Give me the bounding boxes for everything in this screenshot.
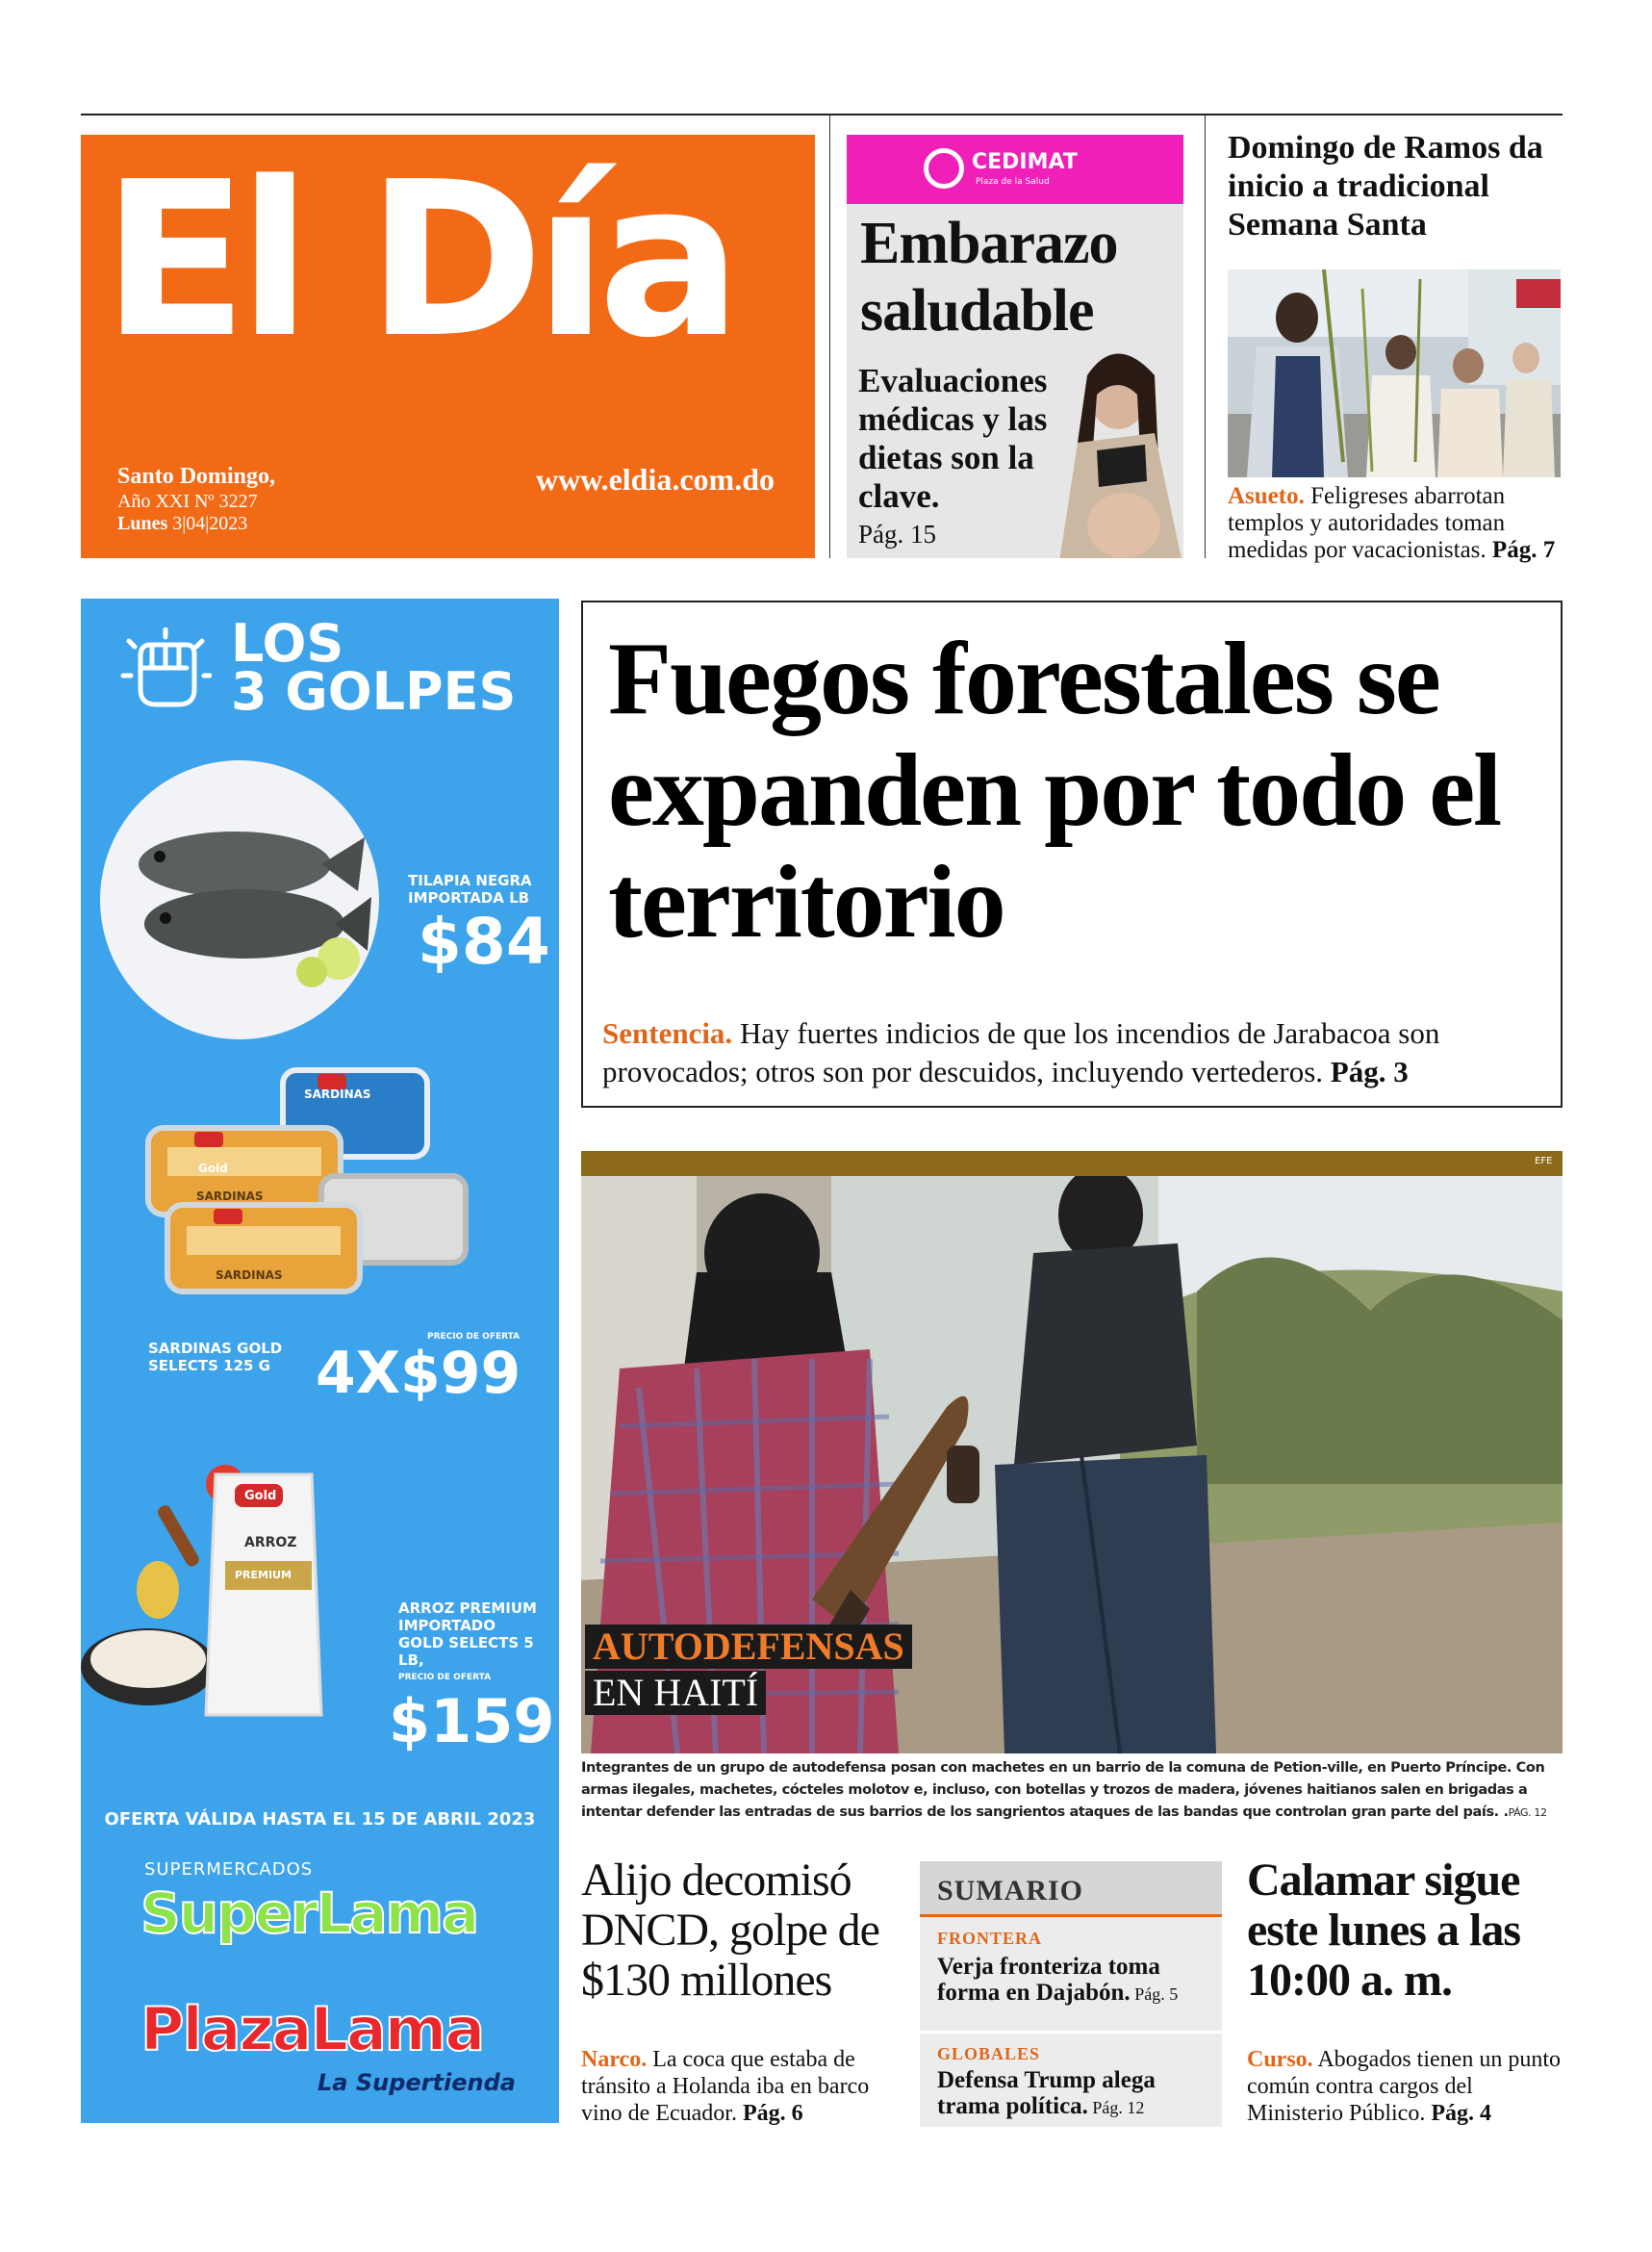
sumario-item[interactable] [937,1954,1216,2008]
ramos-caption [1228,483,1564,564]
alijo-page[interactable]: Pág. 6 [742,2101,803,2126]
alijo-summary [581,2046,908,2127]
ramos-page[interactable]: Pág. 7 [1491,537,1556,563]
photo-caption-page[interactable]: PÁG. 12 [1508,1806,1547,1819]
ad-rice-label: ARROZ [244,1535,297,1550]
newspaper-logo[interactable]: El Día [102,137,733,385]
photo-caption [581,1757,1563,1824]
rice-bag [81,1446,369,1734]
ad-offer-label: PRECIO DE OFERTA [427,1332,521,1342]
palm-sunday-photo [1228,269,1561,477]
ad-can-label: SARDINAS [196,1190,264,1203]
lead-page[interactable]: Pág. 3 [1330,1055,1409,1088]
photo-header-bar [581,1151,1563,1176]
ad-offer-label: PRECIO DE OFERTA [398,1673,492,1682]
fish-plate [100,760,379,1039]
sumario-item-text: Defensa Trump alega trama política. [937,2067,1156,2119]
ad-item-price: $84 [418,905,550,979]
lead-summary [602,1014,1545,1091]
masthead-date [117,513,247,535]
alijo-kicker: Narco. [581,2047,648,2072]
lead-text: Hay fuertes indicios de que los incendios de Jarabacoa son provocados; otros son por descuidos, incluyendo vertederos. [602,1016,1440,1088]
calamar-page[interactable]: Pág. 4 [1431,2101,1492,2126]
promo-box[interactable] [847,135,1183,558]
ad-item-price: $159 [389,1686,555,1756]
promo-title[interactable]: Embarazo saludable [860,211,1118,344]
ad-item-label: SARDINAS GOLD SELECTS 125 G [148,1340,283,1374]
plazalama-tagline: La Supertienda [318,2069,516,2096]
sumario-item-page: Pág. 12 [1087,2098,1145,2117]
ramos-kicker: Asueto. [1228,483,1305,509]
superlama-logo[interactable]: SuperLama [140,1881,478,1946]
ad-can-brand: Gold [198,1162,228,1175]
ad-item-price: 4X$99 [316,1340,521,1407]
sumario-divider [920,2031,1222,2034]
lead-headline[interactable]: Fuegos forestales se expanden por todo el territorio [608,622,1501,960]
alijo-text: La coca que estaba de tránsito a Holanda iba en barco vino de Ecuador. [581,2047,870,2126]
column-divider [829,114,830,558]
ad-title-line: 3 GOLPES [231,661,517,722]
lead-kicker: Sentencia. [602,1016,733,1050]
top-rule [81,114,1563,115]
sumario-kicker: GLOBALES [937,2044,1041,2063]
sumario-heading: SUMARIO [937,1875,1084,1907]
ad-validity: OFERTA VÁLIDA HASTA EL 15 DE ABRIL 2023 [104,1809,536,1830]
ad-can-label: SARDINAS [304,1088,371,1101]
promo-text: Evaluaciones médicas y las dietas son la clave. [858,362,1048,515]
photo-tag: AUTODEFENSAS [585,1625,912,1669]
masthead-url[interactable]: www.eldia.com.do [536,462,775,497]
ad-store-label: SUPERMERCADOS [144,1859,314,1880]
sumario-item-page: Pág. 5 [1130,1984,1179,2004]
sardine-cans [110,1061,475,1311]
cedimat-logo-icon [924,148,964,189]
pregnant-woman-photo [1049,337,1183,558]
photo-caption-text: Integrantes de un grupo de autodefensa posan con machetes en un barrio de la comuna de Petion-ville, en Puerto Príncipe. Con armas ilegales, machetes, cócteles molotov e, incluso, con botellas y trozos de madera, jóvenes haitianos salen en brigadas a intentar defender las entradas de sus barrios de los sangrientos ataques de las bandas que controlan gran parte del país. . [581,1760,1545,1820]
sumario-kicker: FRONTERA [937,1929,1043,1948]
plazalama-logo[interactable]: PlazaLama [140,1994,484,2064]
lead-story[interactable] [581,601,1563,1108]
promo-brand-bar [847,135,1183,204]
masthead-date-day: Lunes [117,513,168,534]
calamar-summary [1247,2046,1564,2127]
ad-title [231,613,517,722]
fist-icon [119,627,212,720]
masthead-date-value: 3|04|2023 [167,513,248,534]
ad-item-label: TILAPIA NEGRA IMPORTADA LB [408,872,532,907]
calamar-headline[interactable]: Calamar sigue este lunes a las 10:00 a. m. [1247,1855,1520,2006]
masthead-city: Santo Domingo, [117,464,276,489]
sumario-item[interactable] [937,2067,1216,2121]
masthead[interactable] [81,135,815,558]
promo-brand: CEDIMAT [972,150,1078,174]
ad-can-label: SARDINAS [216,1268,283,1282]
supermarket-ad[interactable] [81,599,559,2123]
ramos-headline[interactable]: Domingo de Ramos da inicio a tradicional Semana Santa [1228,130,1543,243]
column-divider [1205,114,1206,558]
sumario-header [920,1861,1222,1917]
ad-title-line: LOS [231,613,344,674]
ramos-text: Feligreses abarrotan templos y autoridades toman medidas por vacacionistas. [1228,483,1506,563]
photo-tag: EN HAITÍ [585,1671,766,1715]
masthead-issue: Año XXI Nº 3227 [117,491,258,512]
promo-brand-sub: Plaza de la Salud [976,177,1050,187]
calamar-text: Abogados tienen un punto común contra cargos del Ministerio Público. [1247,2047,1561,2126]
ad-rice-premium: PREMIUM [235,1569,292,1581]
sumario-box [920,1861,1222,2127]
alijo-headline[interactable]: Alijo decomisó DNCD, golpe de $130 millones [581,1855,879,2006]
ad-item-label: ARROZ PREMIUM IMPORTADO GOLD SELECTS 5 LB, [398,1599,537,1669]
photo-credit: EFE [1535,1156,1553,1166]
calamar-kicker: Curso. [1247,2047,1313,2072]
ad-rice-brand: Gold [244,1489,277,1503]
sumario-item-text: Verja fronteriza toma forma en Dajabón. [937,1954,1160,2006]
promo-page[interactable]: Pág. 15 [858,520,936,549]
